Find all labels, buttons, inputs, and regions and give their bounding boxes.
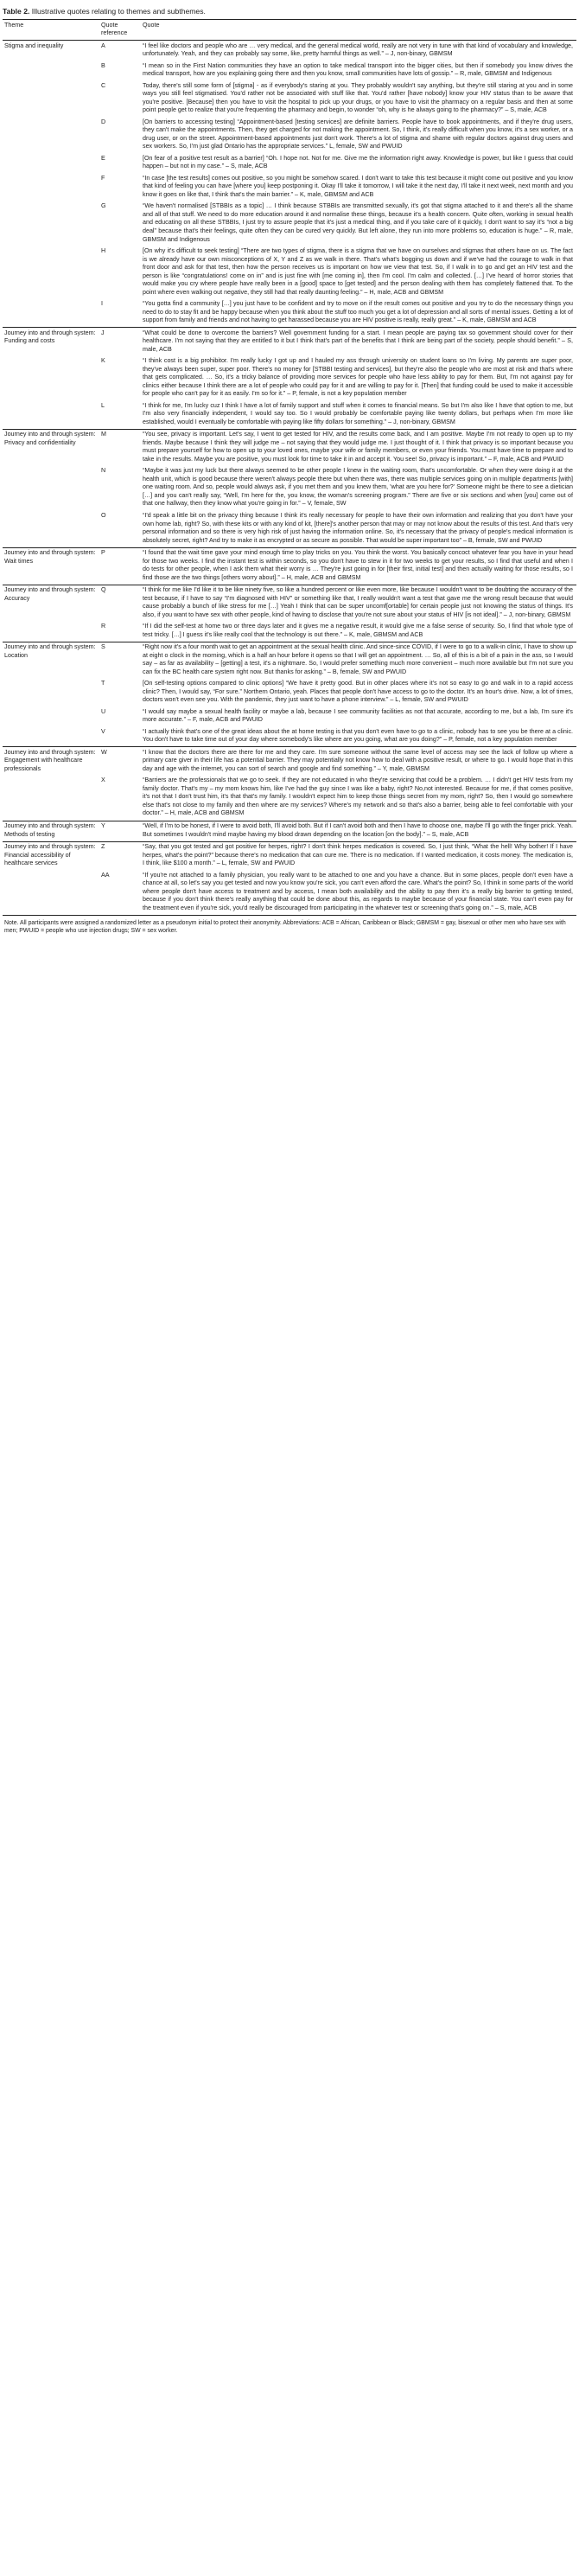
theme-cell: Journey into and through system: Methods of testing — [3, 821, 99, 841]
theme-cell — [3, 356, 99, 401]
quote-cell: “I'd speak a little bit on the privacy thing because I think it's really necessary for people to have their own information and realizing that you don't have your own home lab, right? So, with these kits or with any kind of kit, [there]'s another person that may or may not know about the results of this test. And that's very personal information and so there is very high risk of just having the information online. So, it's necessary that the privacy of people's medical information is absolutely secret, right? And try to make it as encrypted or as secure as possible. That would be super important too” – B, female, SW and PWUID — [143, 511, 573, 544]
theme-cell — [3, 510, 99, 547]
quote-cell: “Barriers are the professionals that we go to seek. If they are not educated in who they're servicing that could be a problem. … I didn't get HIV tests from my family doctor. That's my – my mom knows him, like I've had the guy since I was like a baby, right? No,not interested. Because for me, if that comes positive, it's not that I don't trust him, it's that that's my family. I wouldn't expect him to keep those things secret from my mom, right? So, then I would go somewhere else that's not close to my family and then where are my services? Where's my network and so that's also a barrier, being able to feel comfortable with your doctor.” – H, male, ACB and GBMSM — [143, 777, 573, 817]
header-quote: Quote — [141, 20, 576, 41]
table-row — [3, 776, 576, 821]
quote-reference-cell: R — [101, 623, 106, 630]
quote-reference-cell: D — [101, 118, 106, 125]
quote-reference-cell: P — [99, 547, 141, 585]
theme-cell: Journey into and through system: Location — [3, 642, 99, 679]
table-row — [3, 80, 576, 117]
table-note: Note. All participants were assigned a randomized letter as a pseudonym initial to protect their anonymity. Abbreviations: ACB = African, Caribbean or Black; GBMSM = gay, bisexual or other men who have sex with men; PWUID = people who use injection drugs; SW = sex worker. — [4, 919, 566, 934]
quote-reference-cell: X — [101, 777, 105, 784]
quote-cell: “I feel like doctors and people who are … very medical, and the general medical world, really are not very in tune with that kind of vocabulary and knowledge, unfortunately. Yeah, and they can probably say some, like, pretty harmful things as well.” – J, non-binary, GBMSM — [141, 41, 576, 61]
theme-cell — [3, 726, 99, 747]
quote-cell: “I would say maybe a sexual health facility or maybe a lab, because I see community facilities as not that accurate, according to me, but a lab, I'm sure it's more accurate.” – F, male, ACB and PWUID — [143, 707, 573, 724]
table-title-text: Illustrative quotes relating to themes and subthemes. — [31, 7, 206, 16]
theme-cell — [3, 679, 99, 707]
quote-cell: Today, there's still some form of [stigma] - as if everybody's staring at you. They probably wouldn't say anything, but they're still staring at you and in some ways you still feel stigmatised. You'd rather not be associated with stuff like that. You'd rather [have nobody] know your HIV status than to be aware that you're positive. [Because] then you have to visit the hospital to pick up your drugs, or you have to visit the pharmacy on a regular basis and then at some point people get to realize that you're frequenting the pharmacy and begin, to wonder “oh, why is he always going to the pharmacy?” – S, male, ACB — [143, 81, 573, 114]
table-row — [3, 173, 576, 201]
quote-cell: [On why it's difficult to seek testing] “There are two types of stigma, there is a stigma that we have on ourselves and stigmas that others have on us. The fact is we already have our own misconceptions of X, Y and Z as we walk in there. That's what's bogging us down and if we've had the courage to walk in that front door and ask for that test, then how the person receives us is important on how we view that test. So, if I walk in to go and get an HIV test and the person is like “congratulations! come on in” and is just fine with [me coming in], then I'm cool. I'm calm and collected. […] I've heard of horror stories that would make you cry where people have really been in a [good] space to [get tested] and the person dealing with them has completely flattened that. To the point where even walking out negative, they still had that really daunting feeling.” – H, male, ACB and GBMSM — [143, 247, 573, 296]
table-row — [3, 622, 576, 642]
quote-reference-cell: AA — [99, 870, 141, 915]
quote-reference-cell: K — [101, 357, 105, 365]
theme-cell — [3, 622, 99, 642]
quote-reference-cell: W — [99, 747, 141, 776]
table-body — [3, 41, 576, 915]
theme-cell — [3, 870, 99, 915]
quote-reference-cell: G — [101, 202, 106, 210]
quote-reference-cell: M — [99, 429, 141, 466]
table-row — [3, 201, 576, 246]
table-row — [3, 328, 576, 356]
page — [0, 0, 579, 940]
quote-reference-cell: N — [101, 467, 106, 475]
quote-reference-cell: Y — [99, 821, 141, 841]
quote-cell: “If I did the self-test at home two or three days later and it gives me a negative result, it would give me a false sense of security. So, I find that whole type of test tricky. […] I guess it's like really cool that the technology is out there.” – K, male, GBMSM and ACB — [143, 623, 573, 638]
quote-cell: “Say, that you got tested and got positive for herpes, right? I don't think herpes medication is covered. So, I just think, “What the hell! Why bother! If I have herpes, what's the point?” because there's no medication that can cure me. There is no medication. If I wanted medication, it costs money. The medication is, I think, like $100 a month.” – L, female, SW and PWUID — [141, 841, 576, 870]
quote-reference-cell: V — [101, 727, 105, 735]
quote-cell: “Right now it's a four month wait to get an appointment at the sexual health clinic. And since-since COVID, if I were to go to a walk-in clinic, I have to show up at eight o clock in the morning, which is a half an hour before it opens so that I will get an appointment. … So, all of this is a bit of a pain in the ass, so I would say – as far as availability – [getting] a test, it's a nightmare. So, I would prefer something much more convenient – much more available but I'm not sure you can fix the BC health care system right now. But thanks for asking.” – B, female, SW and PWUID — [141, 642, 576, 679]
quote-reference-cell: A — [99, 41, 141, 61]
quote-cell: “In case [the test results] comes out positive, so you might be somehow scared. I don't want to take this test because it might come out positive and you know that kind of feeling you can have [where you] keep postponing it. Okay I'll take it tomorrow, I will take it the next day, I'll take it next week, next month and you know it goes on like that, I think that's the main barrier.” – K, male, GBMSM and ACB — [143, 174, 573, 198]
quote-cell: “We haven't normalised [STBBIs as a topic] … I think because STBBIs are transmitted sexually, it's got that stigma attached to it and there's all the shame and all of that stuff. We need to do more education around it and normalise these things, because it's a health concern. Quite often, working in sexual health and educating on all these STBBIs, I just try to assure people that it's just a medical thing, and if you take care of it quickly, I don't want to say it's “not a big deal” because that's their feelings, quite often they can be cured very quickly. But left alone, they run into more problems so, education is huge.” – R, male, GBMSM and Indigenous — [143, 202, 573, 243]
quote-cell: “You gotta find a community […] you just have to be confident and try to move on if the result comes out positive and you try to do the necessary things you need to do to stay fit and be happy because when you think about the stuff too much you get a lot of depression and all sorts of mental issues. Getting a lot of support from family and friends and not having to get harassed because you are HIV positive is really, really great.” – K, male, GBMSM and ACB — [143, 300, 573, 324]
table-row — [3, 117, 576, 153]
quote-cell: “What could be done to overcome the barriers? Well government funding for a start. I mean people are paying tax so government should cover for their healthcare. I'm not saying that they are entitled to it but I think that's part of the benefits that I think are being part of the society, people should benefit.” – S, male, ACB — [141, 328, 576, 356]
quote-cell: “I found that the wait time gave your mind enough time to play tricks on you. You think the worst. You basically concoct whatever fear you have in your head for those two weeks. I find the instant test is within seconds, so you don't have to stew in it for two weeks to get your results, so I find that useful and when I do tests for other people, when I ask them what their worry is … They're just going in for [their first, initial test] and then actually waiting for those results, so I find those are the two things [others worry about].” – H, male, ACB and GBMSM — [141, 547, 576, 585]
table-row — [3, 841, 576, 870]
quote-reference-cell: B — [101, 61, 105, 69]
quote-cell: “I think cost is a big prohibitor. I'm really lucky I got up and I hauled my ass through university on student loans so I'm living. My parents are super poor, they've always been super, super poor. There's no money for [STBBI testing and services], but they're also the people who are most at risk and that's where that gets complicated. … So, it's a tricky balance of providing more services for people who have less ability to pay for them. But, I'm not against pay for clinics either because I think there are a lot of people who could pay for it and are willing to pay for it. [Then] that funding could be used to make it accessible for people who can't pay for it as easily. I'm so for it.” – P, female, is not a key population member — [143, 357, 573, 398]
header-quote-reference: Quote reference — [99, 20, 141, 41]
table-row — [3, 585, 576, 622]
theme-cell — [3, 153, 99, 173]
quote-cell: “I think for me, I'm lucky cuz I think I have a lot of family support and stuff when it comes to financial means. So but I'm also like I have that option to me, but I'm also very financially independent, I would say too. So I would probably be comfortable paying like twenty dollars, but perhaps when I'm more like established, would I eventually be comfortable with paying like fifty dollars for something.” – J, non-binary, GBMSM — [143, 401, 573, 425]
quote-reference-cell: I — [101, 300, 103, 308]
theme-cell: Journey into and through system: Wait times — [3, 547, 99, 585]
theme-cell — [3, 61, 99, 80]
table-title — [3, 7, 576, 16]
theme-cell: Journey into and through system: Engagement with healthcare professionals — [3, 747, 99, 776]
theme-cell — [3, 299, 99, 328]
table-row — [3, 706, 576, 726]
theme-cell: Journey into and through system: Funding and costs — [3, 328, 99, 356]
theme-cell — [3, 400, 99, 429]
quote-cell: “You see, privacy is important. Let's say, I went to get tested for HIV, and the results come back, and I am positive. Maybe I'm not ready to open up to my friends. Maybe because I think they will judge me – not saying that they would judge me. I just thought of it. I think that privacy is so important because you must prepare yourself for how to open up to your loved ones, maybe your wife or family members, or even your friends. You must have time to prepare and to take in the results. Maybe you are positive, you must look for time to take it in and accept it. You see! So, privacy is important.” – F, male, ACB and PWUID — [141, 429, 576, 466]
quote-cell: “I know that the doctors there are there for me and they care. I'm sure someone without the same level of access may see the lack of follow up where a primary care giver in their life has a potential barrier. They may potentially not know how to deal with a positive result, or where to go. I would hope that in this day and age with the internet, you can sort of search and google and find something.” – Y, male, GBMSM — [141, 747, 576, 776]
quote-cell: “I think for me like I'd like it to be like ninety five, so like a hundred percent or like even more, like because I wouldn't want to be doubting the accuracy of the test because, if I have to say “I'm diagnosed with HIV” or something like that, I really wouldn't want a test that gave me the wrong result because that would cause probably a bunch of like stress for me […] Yeah I think that can be super uncomf[ortable] for certain people just not knowing the status of things. It's also, if you want to have sex with other people, kind of having to disclose that you're not sure about your status of HIV [is not ideal].” – J, non-binary, GBMSM — [141, 585, 576, 622]
table-row — [3, 429, 576, 466]
quote-cell: “Maybe it was just my luck but there always seemed to be other people I knew in the waiting room, that's uncomfortable. Or when they were doing it at the health unit, which is good because there weren't always people there but when there was, there was multiple services going on in multiple departments [with] one waiting room. And so, people would always ask, if you met them and you knew them, 'what are you here for?' Someone might be there to see a dietician […] and you can't really say, “Well, I'm here for the, you know, the woman's screening program.” There are five or six sections and when [you] come out of that one hallway, then they know what you're going in for.” – V, female, SW — [143, 467, 573, 508]
table-row — [3, 642, 576, 679]
table-header-row — [3, 20, 576, 41]
table-row — [3, 466, 576, 511]
quote-cell: [On self-testing options compared to clinic options] “We have it pretty good. But in other places where it's not so easy to go and walk in to a rapid access clinic? Then, I would say, “For sure.” Northern Ontario, yeah. Places that people don't have access to go to the doctor. It's an hour's drive. Now, a lot of times, doctors won't even see you. With the pandemic, they just want to have a phone interview.” – L, female, SW and PWUID — [143, 680, 573, 704]
theme-cell — [3, 173, 99, 201]
table-row — [3, 747, 576, 776]
theme-cell — [3, 80, 99, 117]
table-row — [3, 870, 576, 915]
table-row — [3, 510, 576, 547]
theme-cell: Journey into and through system: Accuracy — [3, 585, 99, 622]
quote-cell: “Well, if I'm to be honest, if I were to avoid both, I'll avoid both. But if I can't avoid both and then I have to choose one, maybe I'll go with the finger prick. Yeah. But sometimes I wouldn't mind maybe having my blood drawn depending on the location [on the body].” – S, male, ACB — [141, 821, 576, 841]
quote-cell: “If you're not attached to a family physician, you really want to be attached to one and you have a chance. But in some places, people don't even have a chance at all, so let's say you get tested and now you know you're sick, you can't even afford the care. What's the point? So, I think in some parts of the world where people don't have access to treatment and by access, I mean both availability and the ability to pay then it's a really big barrier to getting tested, because if you don't think there's really anything that could be done about this, as regards to maybe because of your financial state. You can't even pay for the treatment even if you're sick, you'd really be discouraged from participating in the whatever test or screening that's going on.” – S, male, ACB — [141, 870, 576, 915]
table-row — [3, 61, 576, 80]
table-row — [3, 153, 576, 173]
quote-cell: [On fear of a positive test result as a barrier] “Oh. I hope not. Not for me. Give me the information right away. Knowledge is power, but like I guess that could happen – but not in my case.” – S, male, ACB — [143, 154, 573, 170]
table-title-label: Table 2. — [3, 7, 30, 16]
header-theme: Theme — [3, 20, 99, 41]
table-row — [3, 821, 576, 841]
quote-reference-cell: J — [99, 328, 141, 356]
quote-reference-cell: C — [101, 81, 106, 89]
table-row — [3, 356, 576, 401]
theme-cell — [3, 246, 99, 299]
quote-reference-cell: L — [101, 401, 105, 409]
table-row — [3, 679, 576, 707]
quote-reference-cell: Z — [99, 841, 141, 870]
quote-reference-cell: H — [101, 247, 106, 255]
quote-reference-cell: U — [101, 707, 106, 715]
quote-cell: “I mean so in the First Nation communities they have an option to take medical transport into the bigger cities, but then if somebody you know drives the medical transport, how are you explaining going there and then you know, small communities have lots of gossip.” – R, male, GBMSM and Indigenous — [143, 61, 573, 78]
table-row — [3, 41, 576, 61]
theme-cell: Stigma and inequality — [3, 41, 99, 61]
table-row — [3, 299, 576, 328]
table-row — [3, 547, 576, 585]
quote-reference-cell: Q — [99, 585, 141, 622]
quote-reference-cell: E — [101, 154, 105, 162]
quote-reference-cell: O — [101, 511, 106, 519]
quote-reference-cell: S — [99, 642, 141, 679]
theme-cell — [3, 466, 99, 511]
theme-cell — [3, 706, 99, 726]
table-row — [3, 400, 576, 429]
quote-reference-cell: F — [101, 174, 105, 182]
theme-cell: Journey into and through system: Financial accessibility of healthcare services — [3, 841, 99, 870]
quote-cell: “I actually think that's one of the great ideas about the at home testing is that you don't even have to go to a clinic, nobody has to see you be there at a clinic. You don't have to take time out of your day where somebody's like where are you going, what are you doing?” – P, female, not a key population member — [143, 727, 573, 744]
theme-cell — [3, 117, 99, 153]
table-row — [3, 726, 576, 747]
quote-reference-cell: T — [101, 680, 105, 687]
theme-cell — [3, 776, 99, 821]
theme-cell — [3, 201, 99, 246]
theme-cell: Journey into and through system: Privacy and confidentiality — [3, 429, 99, 466]
quotes-table — [3, 19, 576, 915]
quote-cell: [On barriers to accessing testing] “Appointment-based [testing services] are definite barriers. People have to book appointments, and if they're drug users, they can't make the appointments. Then, they get charged for not making the appointment. So, I think, it's really difficult when you know, it's a sex worker, or a drug user, or on the street. Appointment-based appointments just don't work. There's a lot of stigma and shame with regular doctors against drug users and sex workers. So, I'm just glad Ontario has the appropriate services.” L, female, SW and PWUID — [143, 118, 573, 150]
table-row — [3, 246, 576, 299]
